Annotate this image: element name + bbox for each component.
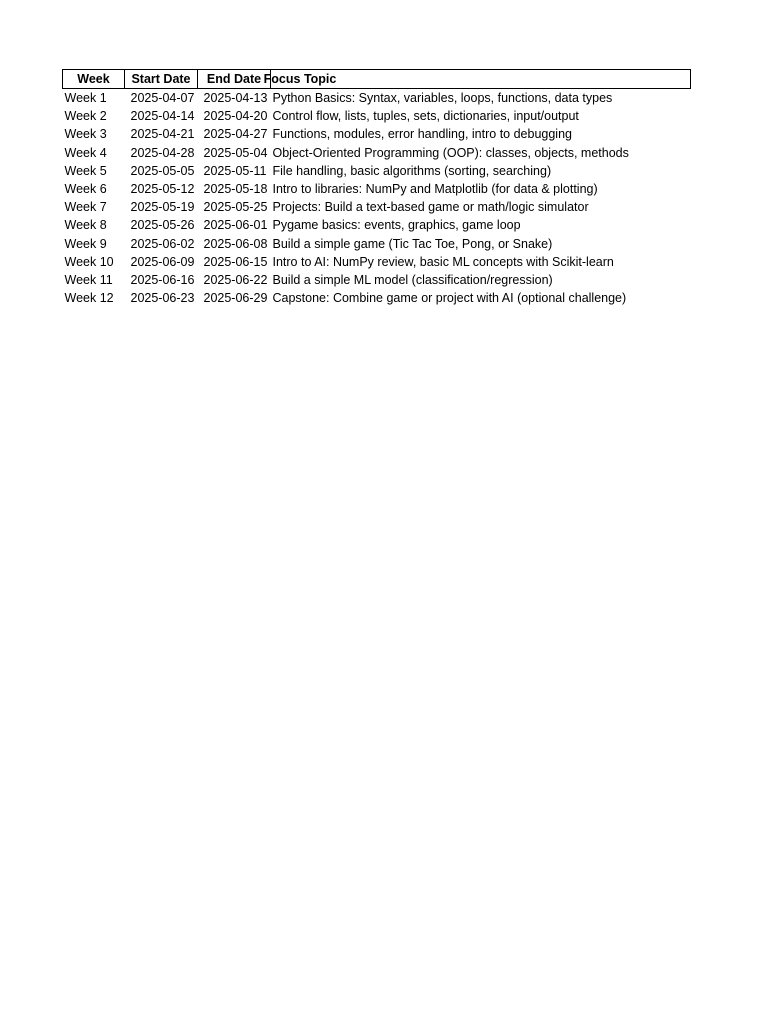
cell-week: Week 11: [64, 272, 113, 287]
cell-end-date: 2025-06-08: [203, 236, 268, 251]
header-focus-topic: Focus Topic: [263, 72, 337, 86]
cell-week: Week 5: [64, 163, 107, 178]
cell-start-date: 2025-05-19: [130, 200, 195, 215]
header-row: [63, 70, 691, 89]
cell-end-date: 2025-04-13: [203, 91, 268, 106]
table-row: [63, 162, 691, 180]
cell-week: Week 1: [64, 91, 107, 106]
cell-focus-topic: Build a simple ML model (classification/regression): [272, 272, 553, 287]
cell-focus-topic: Build a simple game (Tic Tac Toe, Pong, or Snake): [272, 236, 553, 251]
cell-week: Week 12: [64, 291, 114, 306]
table-row: [63, 89, 691, 108]
table-row: [63, 289, 691, 307]
cell-end-date: 2025-04-27: [203, 127, 268, 142]
cell-week: Week 4: [64, 145, 107, 160]
cell-week: Week 3: [64, 127, 107, 142]
cell-focus-topic: Python Basics: Syntax, variables, loops, functions, data types: [272, 91, 613, 106]
cell-focus-topic: Pygame basics: events, graphics, game loop: [272, 218, 521, 233]
schedule-sheet: [62, 69, 691, 307]
table-row: [63, 125, 691, 143]
cell-start-date: 2025-06-02: [130, 236, 195, 251]
cell-start-date: 2025-06-16: [130, 272, 195, 287]
header-start-date: Start Date: [125, 70, 198, 89]
cell-focus-topic: Intro to AI: NumPy review, basic ML concepts with Scikit-learn: [272, 254, 614, 269]
cell-focus-topic: Capstone: Combine game or project with AI (optional challenge): [272, 291, 627, 306]
header-focus-topic-cell: [263, 70, 691, 89]
cell-end-date: 2025-06-01: [203, 218, 268, 233]
cell-end-date: 2025-06-15: [203, 254, 268, 269]
cell-week: Week 10: [64, 254, 114, 269]
cell-start-date: 2025-05-05: [130, 163, 195, 178]
cell-focus-topic: Control flow, lists, tuples, sets, dictionaries, input/output: [272, 109, 579, 124]
cell-focus-topic: Projects: Build a text-based game or math/logic simulator: [272, 200, 589, 215]
cell-week: Week 7: [64, 200, 107, 215]
schedule-table: [62, 69, 691, 307]
table-row: [63, 253, 691, 271]
table-header: [63, 70, 691, 89]
table-row: [63, 144, 691, 162]
cell-start-date: 2025-04-21: [130, 127, 195, 142]
cell-focus-topic: Functions, modules, error handling, intro to debugging: [272, 127, 572, 142]
table-row: [63, 180, 691, 198]
table-row: [63, 235, 691, 253]
table-row: [63, 271, 691, 289]
cell-end-date: 2025-05-04: [203, 145, 268, 160]
cell-focus-topic: Intro to libraries: NumPy and Matplotlib (for data & plotting): [272, 182, 598, 197]
cell-start-date: 2025-04-28: [130, 145, 195, 160]
cell-week: Week 9: [64, 236, 107, 251]
cell-end-date: 2025-04-20: [203, 109, 268, 124]
cell-end-date: 2025-05-25: [203, 200, 268, 215]
cell-end-date: 2025-06-22: [203, 272, 268, 287]
cell-end-date: 2025-05-11: [203, 163, 267, 178]
cell-week: Week 6: [64, 182, 107, 197]
table-row: [63, 107, 691, 125]
table-row: [63, 198, 691, 216]
cell-focus-topic: Object-Oriented Programming (OOP): classes, objects, methods: [272, 145, 629, 160]
table-body: [63, 89, 691, 308]
cell-focus-topic: File handling, basic algorithms (sorting, searching): [272, 163, 552, 178]
cell-end-date: 2025-06-29: [203, 291, 268, 306]
cell-start-date: 2025-04-07: [130, 91, 195, 106]
cell-end-date: 2025-05-18: [203, 182, 268, 197]
cell-week: Week 2: [64, 109, 107, 124]
cell-week: Week 8: [64, 218, 107, 233]
cell-start-date: 2025-06-23: [130, 291, 195, 306]
cell-start-date: 2025-04-14: [130, 109, 195, 124]
cell-start-date: 2025-06-09: [130, 254, 195, 269]
header-week: Week: [63, 70, 125, 89]
cell-start-date: 2025-05-26: [130, 218, 195, 233]
table-row: [63, 216, 691, 234]
cell-start-date: 2025-05-12: [130, 182, 195, 197]
header-end-date: End Date: [198, 70, 271, 89]
